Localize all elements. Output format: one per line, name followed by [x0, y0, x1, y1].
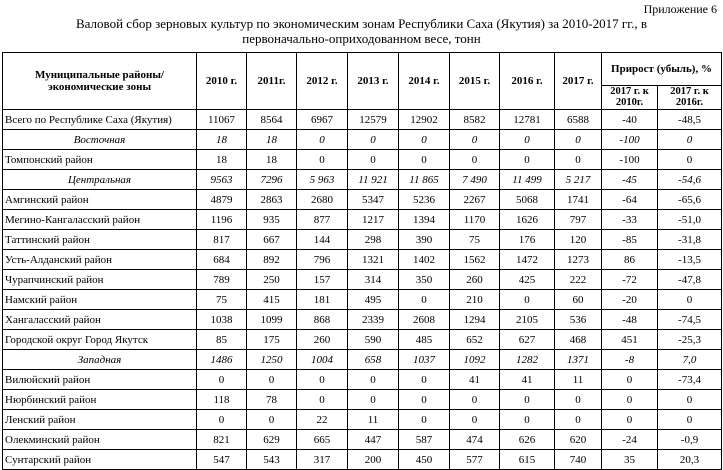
table-cell: 0 [602, 410, 658, 430]
table-cell: 2267 [450, 190, 500, 210]
region-name: Вилюйский район [3, 370, 197, 390]
table-cell: 1037 [399, 350, 450, 370]
table-cell: -64 [602, 190, 658, 210]
table-cell: 390 [399, 230, 450, 250]
table-cell: 1196 [197, 210, 247, 230]
table-cell: 415 [247, 290, 297, 310]
table-cell: -74,5 [658, 310, 722, 330]
table-row [3, 390, 722, 410]
region-name: Томпонский район [3, 150, 197, 170]
table-cell: 0 [450, 410, 500, 430]
table-cell: 1294 [450, 310, 500, 330]
zone-name: Центральная [3, 170, 197, 190]
table-cell: -40 [602, 110, 658, 130]
table-cell: 7296 [247, 170, 297, 190]
table-cell: 175 [247, 330, 297, 350]
header-growth-vs-2010: 2017 г. к 2010г. [602, 85, 658, 109]
table-cell: -24 [602, 430, 658, 450]
table-cell: 12579 [348, 110, 399, 130]
table-cell: -31,8 [658, 230, 722, 250]
table-cell: 0 [602, 370, 658, 390]
table-cell: 0 [555, 390, 602, 410]
table-cell: 181 [297, 290, 348, 310]
table-cell: 11 499 [500, 170, 555, 190]
table-cell: 474 [450, 430, 500, 450]
table-cell: 0 [602, 390, 658, 410]
table-cell: 317 [297, 450, 348, 470]
table-cell: 5 217 [555, 170, 602, 190]
table-row [3, 430, 722, 450]
table-cell: 626 [500, 430, 555, 450]
table-cell: 667 [247, 230, 297, 250]
table-cell: 1038 [197, 310, 247, 330]
table-cell: 658 [348, 350, 399, 370]
table-cell: 0 [297, 370, 348, 390]
table-cell: 0 [348, 370, 399, 390]
table-cell: 0 [348, 390, 399, 410]
header-year: 2015 г. [450, 53, 500, 110]
table-cell: 1217 [348, 210, 399, 230]
table-cell: 85 [197, 330, 247, 350]
table-cell: 41 [500, 370, 555, 390]
table-cell: 210 [450, 290, 500, 310]
table-cell: 0 [555, 130, 602, 150]
table-cell: 0 [247, 410, 297, 430]
table-cell: -100 [602, 150, 658, 170]
table-cell: 796 [297, 250, 348, 270]
table-cell: 451 [602, 330, 658, 350]
table-cell: 5 963 [297, 170, 348, 190]
table-cell: 250 [247, 270, 297, 290]
zone-row [3, 170, 722, 190]
table-cell: 1402 [399, 250, 450, 270]
table-cell: 1371 [555, 350, 602, 370]
table-cell: 2339 [348, 310, 399, 330]
region-name: Хангаласский район [3, 310, 197, 330]
table-cell: 590 [348, 330, 399, 350]
table-cell: 18 [247, 150, 297, 170]
table-cell: -47,8 [658, 270, 722, 290]
table-cell: 350 [399, 270, 450, 290]
document-title [0, 16, 723, 46]
table-cell: 5236 [399, 190, 450, 210]
region-name: Олекминский район [3, 430, 197, 450]
table-cell: 627 [500, 330, 555, 350]
header-year: 2012 г. [297, 53, 348, 110]
table-cell: 200 [348, 450, 399, 470]
table-cell: 0 [297, 150, 348, 170]
table-cell: 8582 [450, 110, 500, 130]
table-row [3, 250, 722, 270]
table-cell: -8 [602, 350, 658, 370]
table-cell: 11 921 [348, 170, 399, 190]
zone-row [3, 350, 722, 370]
table-cell: 0 [399, 410, 450, 430]
table-cell: 0 [555, 150, 602, 170]
table-cell: 587 [399, 430, 450, 450]
table-cell: -45 [602, 170, 658, 190]
table-cell: 1472 [500, 250, 555, 270]
table-cell: 0 [555, 410, 602, 430]
table-cell: 4879 [197, 190, 247, 210]
table-cell: 629 [247, 430, 297, 450]
table-cell: 0 [500, 410, 555, 430]
table-row [3, 330, 722, 350]
appendix-label: Приложение 6 [643, 2, 717, 16]
table-cell: 41 [450, 370, 500, 390]
table-body [3, 110, 722, 470]
table-cell: 2105 [500, 310, 555, 330]
table-cell: 7,0 [658, 350, 722, 370]
table-cell: 1321 [348, 250, 399, 270]
table-cell: 0 [399, 150, 450, 170]
table-cell: 425 [500, 270, 555, 290]
header-year: 2017 г. [555, 53, 602, 110]
header-growth: Прирост (убыль), % [602, 53, 722, 86]
table-cell: 935 [247, 210, 297, 230]
table-cell: 35 [602, 450, 658, 470]
table-cell: 78 [247, 390, 297, 410]
table-cell: 12902 [399, 110, 450, 130]
title-line-2: первоначально-оприходованном весе, тонн [242, 31, 481, 46]
table-cell: 0 [658, 130, 722, 150]
table-cell: -20 [602, 290, 658, 310]
table-cell: 260 [450, 270, 500, 290]
region-name: Всего по Республике Саха (Якутия) [3, 110, 197, 130]
table-cell: 740 [555, 450, 602, 470]
table-cell: 0 [500, 290, 555, 310]
title-line-1: Валовой сбор зерновых культур по экономическим зонам Республики Саха (Якутия) за 2010-2017 гг., в [76, 16, 647, 31]
table-cell: 868 [297, 310, 348, 330]
header-year: 2010 г. [197, 53, 247, 110]
table-cell: 577 [450, 450, 500, 470]
table-cell: 18 [197, 130, 247, 150]
zone-row [3, 130, 722, 150]
table-cell: 22 [297, 410, 348, 430]
table-cell: 11 [555, 370, 602, 390]
table-cell: 1741 [555, 190, 602, 210]
table-row [3, 210, 722, 230]
table-cell: 2608 [399, 310, 450, 330]
region-name: Намский район [3, 290, 197, 310]
table-cell: -54,6 [658, 170, 722, 190]
table-cell: 620 [555, 430, 602, 450]
table-cell: 450 [399, 450, 450, 470]
table-cell: 0 [658, 410, 722, 430]
table-cell: -85 [602, 230, 658, 250]
table-cell: 60 [555, 290, 602, 310]
table-cell: 118 [197, 390, 247, 410]
header-region: Муниципальные районы/экономические зоны [3, 53, 197, 110]
table-cell: 0 [500, 130, 555, 150]
table-cell: 0 [399, 390, 450, 410]
table-cell: 789 [197, 270, 247, 290]
header-year: 2014 г. [399, 53, 450, 110]
table-cell: 1562 [450, 250, 500, 270]
table-cell: 7 490 [450, 170, 500, 190]
table-cell: 0 [247, 370, 297, 390]
table-cell: 11 865 [399, 170, 450, 190]
table-cell: 12781 [500, 110, 555, 130]
table-cell: 0 [658, 150, 722, 170]
table-cell: 817 [197, 230, 247, 250]
region-name: Городской округ Город Якутск [3, 330, 197, 350]
table-cell: 75 [197, 290, 247, 310]
table-cell: 1273 [555, 250, 602, 270]
table-cell: 1004 [297, 350, 348, 370]
table-cell: 0 [297, 390, 348, 410]
table-cell: 892 [247, 250, 297, 270]
table-cell: 665 [297, 430, 348, 450]
table-cell: -51,0 [658, 210, 722, 230]
table-row [3, 410, 722, 430]
table-row [3, 310, 722, 330]
zone-name: Восточная [3, 130, 197, 150]
table-cell: 222 [555, 270, 602, 290]
table-cell: 877 [297, 210, 348, 230]
table-cell: 5068 [500, 190, 555, 210]
region-name: Ленский район [3, 410, 197, 430]
table-cell: 468 [555, 330, 602, 350]
table-cell: 547 [197, 450, 247, 470]
table-cell: 797 [555, 210, 602, 230]
table-cell: 1282 [500, 350, 555, 370]
header-year: 2011г. [247, 53, 297, 110]
table-cell: -25,3 [658, 330, 722, 350]
table-cell: -65,6 [658, 190, 722, 210]
table-cell: 0 [399, 370, 450, 390]
table-cell: 0 [500, 390, 555, 410]
table-cell: 75 [450, 230, 500, 250]
table-cell: 5347 [348, 190, 399, 210]
table-cell: 0 [348, 150, 399, 170]
region-name: Усть-Алданский район [3, 250, 197, 270]
table-cell: 0 [500, 150, 555, 170]
table-cell: -33 [602, 210, 658, 230]
table-cell: 20,3 [658, 450, 722, 470]
table-cell: 0 [658, 390, 722, 410]
table-cell: 0 [450, 390, 500, 410]
table-cell: 536 [555, 310, 602, 330]
table-cell: 8564 [247, 110, 297, 130]
table-cell: 298 [348, 230, 399, 250]
region-name: Мегино-Кангаласский район [3, 210, 197, 230]
table-cell: -100 [602, 130, 658, 150]
table-cell: 314 [348, 270, 399, 290]
table-cell: 11 [348, 410, 399, 430]
table-cell: -0,9 [658, 430, 722, 450]
table-row [3, 110, 722, 130]
header-year: 2013 г. [348, 53, 399, 110]
region-name: Сунтарский район [3, 450, 197, 470]
table-cell: 1250 [247, 350, 297, 370]
table-cell: 144 [297, 230, 348, 250]
table-cell: 1099 [247, 310, 297, 330]
table-cell: 157 [297, 270, 348, 290]
table-cell: 18 [197, 150, 247, 170]
table-cell: 0 [348, 130, 399, 150]
table-cell: 2680 [297, 190, 348, 210]
table-cell: 652 [450, 330, 500, 350]
table-cell: -48,5 [658, 110, 722, 130]
table-cell: 0 [450, 130, 500, 150]
table-cell: 1394 [399, 210, 450, 230]
region-name: Чурапчинский район [3, 270, 197, 290]
table-row [3, 150, 722, 170]
table-cell: 0 [297, 130, 348, 150]
region-name: Амгинский район [3, 190, 197, 210]
table-cell: 684 [197, 250, 247, 270]
table-cell: 543 [247, 450, 297, 470]
table-cell: 2863 [247, 190, 297, 210]
table-cell: 6588 [555, 110, 602, 130]
table-cell: 485 [399, 330, 450, 350]
table-cell: -73,4 [658, 370, 722, 390]
table-cell: 9563 [197, 170, 247, 190]
region-name: Нюрбинский район [3, 390, 197, 410]
table-cell: -48 [602, 310, 658, 330]
table-cell: 120 [555, 230, 602, 250]
table-cell: 18 [247, 130, 297, 150]
table-row [3, 450, 722, 470]
zone-name: Западная [3, 350, 197, 370]
table-cell: 1626 [500, 210, 555, 230]
table-cell: 11067 [197, 110, 247, 130]
region-name: Таттинский район [3, 230, 197, 250]
table-cell: 447 [348, 430, 399, 450]
table-cell: 86 [602, 250, 658, 270]
table-row [3, 190, 722, 210]
table-cell: 821 [197, 430, 247, 450]
table-cell: -72 [602, 270, 658, 290]
table-cell: 0 [658, 290, 722, 310]
table-cell: 0 [450, 150, 500, 170]
header-year: 2016 г. [500, 53, 555, 110]
table-cell: 0 [197, 410, 247, 430]
table-cell: -13,5 [658, 250, 722, 270]
table-cell: 495 [348, 290, 399, 310]
table-row [3, 230, 722, 250]
table-cell: 6967 [297, 110, 348, 130]
table-row [3, 270, 722, 290]
table-row [3, 290, 722, 310]
table-cell: 176 [500, 230, 555, 250]
grain-harvest-table [2, 52, 722, 470]
table-cell: 1170 [450, 210, 500, 230]
table-row [3, 370, 722, 390]
table-cell: 1092 [450, 350, 500, 370]
table-cell: 1486 [197, 350, 247, 370]
table-cell: 260 [297, 330, 348, 350]
header-growth-vs-2016: 2017 г. к 2016г. [658, 85, 722, 109]
table-cell: 615 [500, 450, 555, 470]
table-cell: 0 [399, 130, 450, 150]
table-cell: 0 [197, 370, 247, 390]
table-cell: 0 [399, 290, 450, 310]
